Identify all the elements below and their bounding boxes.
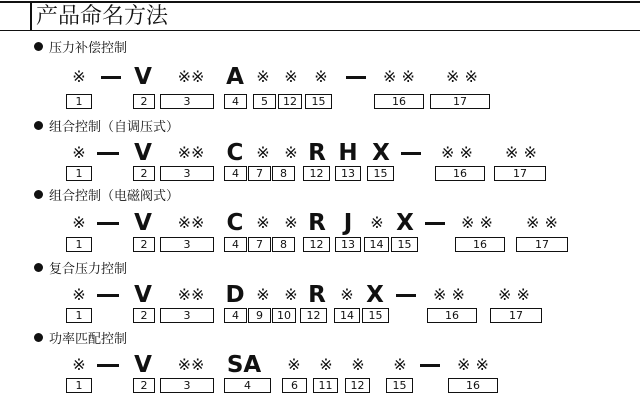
position-number-box: 2 xyxy=(133,308,155,323)
bullet-icon xyxy=(34,42,43,51)
code-separator-dash xyxy=(97,294,119,297)
position-number-box: 4 xyxy=(224,378,271,393)
code-placeholder: ※ xyxy=(72,285,86,304)
position-number-box: 12 xyxy=(303,237,330,252)
code-placeholder: ※ xyxy=(314,67,328,86)
code-placeholder: ※ xyxy=(72,213,86,232)
position-number-box: 4 xyxy=(224,166,247,181)
code-placeholder: ※ ※ xyxy=(526,213,558,232)
bullet-icon xyxy=(34,121,43,130)
code-letter: A xyxy=(226,64,244,90)
code-letter: V xyxy=(134,352,152,378)
position-number-box: 1 xyxy=(66,378,92,393)
section-heading xyxy=(34,189,179,205)
position-number-box: 15 xyxy=(305,94,332,109)
code-placeholder: ※ xyxy=(256,285,270,304)
code-placeholder: ※※ xyxy=(177,285,205,304)
code-separator-dash xyxy=(346,76,366,79)
position-number-box: 15 xyxy=(362,308,389,323)
code-separator-dash xyxy=(396,294,416,297)
code-letter: X xyxy=(372,140,390,166)
code-letter: H xyxy=(338,140,358,166)
code-letter: J xyxy=(343,210,353,236)
code-placeholder: ※ xyxy=(72,67,86,86)
page-title: 产品命名方法 xyxy=(36,4,169,29)
position-number-box: 10 xyxy=(272,308,296,323)
position-number-box: 16 xyxy=(435,166,485,181)
code-letter: X xyxy=(396,210,414,236)
position-number-box: 14 xyxy=(364,237,389,252)
code-letter: SA xyxy=(226,352,262,378)
code-placeholder: ※ xyxy=(319,355,333,374)
code-placeholder: ※ ※ xyxy=(446,67,478,86)
position-number-box: 13 xyxy=(335,166,361,181)
code-letter: V xyxy=(134,64,152,90)
position-number-box: 6 xyxy=(282,378,307,393)
section-heading-text: 压力补偿控制 xyxy=(49,41,128,56)
code-placeholder: ※ xyxy=(284,143,298,162)
position-number-box: 16 xyxy=(448,378,498,393)
position-number-box: 9 xyxy=(248,308,271,323)
bullet-icon xyxy=(34,190,43,199)
position-number-box: 1 xyxy=(66,308,92,323)
section-heading xyxy=(34,262,127,278)
code-separator-dash xyxy=(401,152,421,155)
position-number-box: 16 xyxy=(374,94,424,109)
position-number-box: 15 xyxy=(391,237,418,252)
position-number-box: 14 xyxy=(334,308,360,323)
code-placeholder: ※※ xyxy=(177,213,205,232)
position-number-box: 2 xyxy=(133,94,155,109)
position-number-box: 4 xyxy=(224,237,247,252)
position-number-box: 1 xyxy=(66,94,92,109)
section-heading xyxy=(34,332,127,348)
section-heading-text: 组合控制（自调压式） xyxy=(49,120,180,135)
position-number-box: 12 xyxy=(303,166,330,181)
code-placeholder: ※ xyxy=(72,355,86,374)
position-number-box: 7 xyxy=(248,166,271,181)
code-letter: D xyxy=(225,282,245,308)
section-heading-text: 组合控制（电磁阀式） xyxy=(49,189,180,204)
bullet-icon xyxy=(34,263,43,272)
position-number-box: 3 xyxy=(160,378,214,393)
code-placeholder: ※ xyxy=(256,213,270,232)
position-number-box: 12 xyxy=(300,308,327,323)
code-placeholder: ※ xyxy=(370,213,384,232)
code-separator-dash xyxy=(420,364,440,367)
code-placeholder: ※ xyxy=(284,67,298,86)
code-placeholder: ※ xyxy=(393,355,407,374)
code-separator-dash xyxy=(97,222,119,225)
position-number-box: 17 xyxy=(490,308,542,323)
code-separator-dash xyxy=(97,152,119,155)
position-number-box: 15 xyxy=(367,166,394,181)
code-letter: X xyxy=(366,282,384,308)
code-placeholder: ※ xyxy=(351,355,365,374)
code-placeholder: ※ ※ xyxy=(441,143,473,162)
position-number-box: 3 xyxy=(160,308,214,323)
code-separator-dash xyxy=(425,222,445,225)
position-number-box: 4 xyxy=(224,94,247,109)
position-number-box: 12 xyxy=(345,378,370,393)
code-letter: C xyxy=(226,210,244,236)
position-number-box: 2 xyxy=(133,378,155,393)
position-number-box: 7 xyxy=(248,237,271,252)
position-number-box: 8 xyxy=(272,237,295,252)
position-number-box: 3 xyxy=(160,237,214,252)
position-number-box: 2 xyxy=(133,237,155,252)
title-bar xyxy=(0,1,640,31)
section-heading-text: 复合压力控制 xyxy=(49,262,128,277)
code-placeholder: ※※ xyxy=(177,143,205,162)
code-placeholder: ※ ※ xyxy=(383,67,415,86)
position-number-box: 2 xyxy=(133,166,155,181)
position-number-box: 3 xyxy=(160,166,214,181)
code-placeholder: ※ ※ xyxy=(505,143,537,162)
code-placeholder: ※ xyxy=(256,143,270,162)
position-number-box: 16 xyxy=(455,237,505,252)
position-number-box: 11 xyxy=(313,378,338,393)
position-number-box: 17 xyxy=(516,237,568,252)
code-letter: R xyxy=(308,140,326,166)
position-number-box: 16 xyxy=(427,308,477,323)
section-heading xyxy=(34,41,127,57)
code-separator-dash xyxy=(101,76,121,79)
position-number-box: 1 xyxy=(66,166,92,181)
code-placeholder: ※ xyxy=(340,285,354,304)
position-number-box: 5 xyxy=(253,94,276,109)
code-placeholder: ※ xyxy=(287,355,301,374)
code-letter: V xyxy=(134,282,152,308)
code-letter: C xyxy=(226,140,244,166)
bullet-icon xyxy=(34,333,43,342)
position-number-box: 8 xyxy=(272,166,295,181)
code-letter: R xyxy=(308,282,326,308)
position-number-box: 17 xyxy=(430,94,490,109)
position-number-box: 12 xyxy=(278,94,302,109)
code-placeholder: ※ xyxy=(284,285,298,304)
code-placeholder: ※ ※ xyxy=(433,285,465,304)
code-separator-dash xyxy=(97,364,119,367)
code-letter: V xyxy=(134,140,152,166)
section-heading xyxy=(34,120,179,136)
title-marker xyxy=(30,3,32,31)
position-number-box: 4 xyxy=(224,308,247,323)
code-placeholder: ※※ xyxy=(177,355,205,374)
position-number-box: 17 xyxy=(494,166,546,181)
code-placeholder: ※※ xyxy=(177,67,205,86)
code-placeholder: ※ ※ xyxy=(498,285,530,304)
position-number-box: 15 xyxy=(386,378,413,393)
code-letter: V xyxy=(134,210,152,236)
section-heading-text: 功率匹配控制 xyxy=(49,332,128,347)
code-placeholder: ※ xyxy=(284,213,298,232)
code-placeholder: ※ ※ xyxy=(461,213,493,232)
position-number-box: 3 xyxy=(160,94,214,109)
code-placeholder: ※ ※ xyxy=(457,355,489,374)
code-letter: R xyxy=(308,210,326,236)
position-number-box: 1 xyxy=(66,237,92,252)
code-placeholder: ※ xyxy=(256,67,270,86)
code-placeholder: ※ xyxy=(72,143,86,162)
position-number-box: 13 xyxy=(335,237,361,252)
